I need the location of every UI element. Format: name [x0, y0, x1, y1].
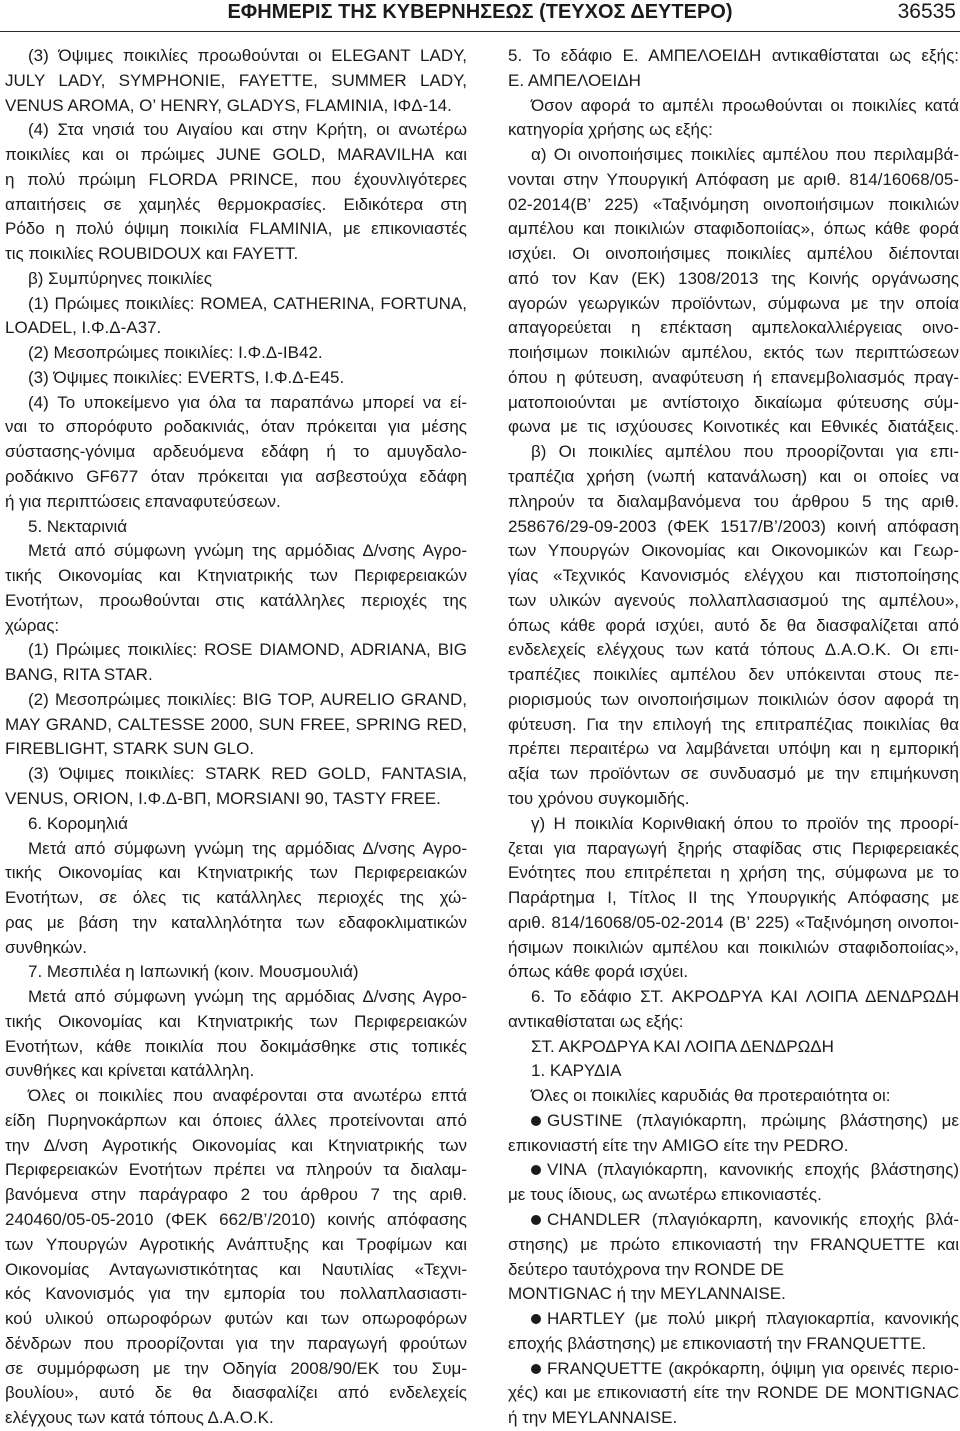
text-line: είδη Πυρηνοκάρπων και όποιες άλλες προτείνονται από [5, 1110, 467, 1130]
text-line: BANG, RITA STAR. [5, 665, 153, 685]
text-line: την Δ/νση Αγροτικής Οικονομίας και Κτηνιατρικής των [5, 1135, 467, 1155]
bullet-line [508, 1307, 959, 1332]
text-line: 02-2014(Β’ 225) «Ταξινόμηση οινοποιήσιμων ποικιλιών [508, 194, 959, 214]
text-line: GUSTINE (πλαγιόκαρπη, πρώιμης βλάστησης) με [547, 1110, 959, 1130]
text-line: Ενοτήτων, κάθε ποικιλία που δοκιμάσθηκε στις τοπικές [5, 1036, 467, 1056]
text-line: από τον Καν (ΕΚ) 1308/2013 της Κοινής οργάνωσης [508, 268, 959, 288]
text-line: Μετά από σύμφωνη γνώμη της αρμόδιας Δ/νσης Αγρο- [28, 541, 467, 561]
text-line: τις ποικιλίες ROUBIDOUX και FAYETT. [5, 244, 299, 264]
text-line: κατηγορία χρήσης ως εξής: [508, 120, 713, 140]
text-line: επικονιαστή είτε την AMIGO είτε την PEDRO. [508, 1135, 849, 1155]
text-line: ελέγχους των κατά τόπους Δ.Α.Ο.Κ. [5, 1408, 274, 1428]
text-line: κού υλικού οπωροφόρων φυτών και των οπωροφόρων [5, 1309, 467, 1329]
bullet-line [508, 1208, 959, 1233]
text-line: του χρόνου συγκομιδής. [508, 788, 690, 808]
text-line: κός Κανονισμός για την εμπορία του πολλαπλασιαστι- [5, 1284, 467, 1304]
text-line: αντικαθίσταται ως εξής: [508, 1011, 684, 1031]
text-line: συνθήκες και κρίνεται κατάλληλη. [5, 1061, 255, 1081]
text-line: 5. Το εδάφιο Ε. ΑΜΠΕΛΟΕΙΔΗ αντικαθίσταται ως εξής: [508, 46, 959, 65]
text-line: Μετά από σύμφωνη γνώμη της αρμόδιας Δ/νσης Αγρο- [28, 987, 467, 1007]
text-line: (1) Πρώιμες ποικιλίες: ROMEA, CATHERINA, FORTUNA, [28, 293, 467, 313]
text-line: απαιτήσεις σε χαμηλές θερμοκρασίες. Ειδικότερα στη [5, 194, 467, 214]
text-line: Οικονομίας Ανταγωνιστικότητας και Ναυτιλίας «Τεχνι- [5, 1259, 467, 1279]
text-line: ΣΤ. ΑΚΡΟΔΡΥΑ ΚΑΙ ΛΟΙΠΑ ΔΕΝΔΡΩΔΗ [531, 1036, 834, 1056]
text-line: χώρας: [5, 615, 60, 635]
text-line: χές) και με επικονιαστή είτε την RONDE DE MONTIGNAC [508, 1383, 959, 1403]
text-line: με τους ίδιους, ως ανωτέρω επικονιαστές. [508, 1185, 822, 1205]
text-line: 7. Μεσπιλέα η Ιαπωνική (κοιν. Μουσμουλιά) [28, 962, 359, 982]
text-line: όπου η φύτευση, αναφύτευση ή επανεμβολιασμός πραγ- [508, 367, 959, 387]
text-line: (4) Στα νησιά του Αιγαίου και στην Κρήτη, οι ανωτέρω [28, 120, 467, 140]
text-line: ήσιμων ποικιλιών αμπέλου και ποικιλιών σταφιδοποιίας», [508, 937, 959, 957]
text-line: ενδελεχείς ελέγχους των κατά τόπους Δ.Α.Ο.Κ. Οι επι- [508, 640, 959, 660]
text-line: MONTIGNAC ή την MEYLANNAISE. [508, 1284, 786, 1304]
text-line: πρέπει περαιτέρω να λαμβάνεται υπόψη και η εμπορική [508, 739, 959, 759]
text-line: 258676/29-09-2003 (ΦΕΚ 1517/Β’/2003) κοινή απόφαση [508, 516, 959, 536]
text-line: (2) Μεσοπρώιμες ποικιλίες: BIG TOP, AURELIO GRAND, [28, 689, 467, 709]
text-line: α) Οι οινοποιήσιμες ποικιλίες αμπέλου που περιλαμβά- [531, 145, 959, 165]
text-line: CHANDLER (πλαγιόκαρπη, κανονικής εποχής βλά- [547, 1209, 959, 1229]
text-line: Όλες οι ποικιλίες καρυδιάς θα προτεραιότητα οι: [531, 1086, 891, 1106]
text-line: η πολύ πρώιμη FLORDA PRINCE, που έχουνλιγότερες [5, 169, 467, 189]
text-line: 5. Νεκταρινιά [28, 516, 128, 536]
text-line: VINA (πλαγιόκαρπη, κανονικής εποχής βλάστησης) [547, 1160, 959, 1180]
text-line: τραπέζιες ποικιλίες αμπέλου δεν υπόκεινται στους πε- [508, 665, 959, 685]
text-line: συνθηκών. [5, 937, 87, 957]
text-line: ποικιλίες και οι πρώιμες JUNE GOLD, MARAVILHA και [5, 145, 467, 165]
text-line: β) Συμπύρηνες ποικιλίες [28, 268, 212, 288]
text-line: Περιφερειακών Ενοτήτων πρέπει να πληρούν τα διαλαμ- [5, 1160, 467, 1180]
text-line: 1. ΚΑΡΥΔΙΑ [531, 1061, 622, 1081]
text-line: γ) Η ποικιλία Κορινθιακή όπου το προϊόν της προορί- [531, 813, 959, 833]
text-line: ισχύει. Οι οινοποιήσιμες ποικιλίες αμπέλου διέπονται [508, 244, 959, 264]
text-line: (3) Όψιμες ποικιλίες: EVERTS, Ι.Φ.Δ-Ε45. [28, 367, 345, 387]
text-line: VENUS, ORION, Ι.Φ.Δ-ΒΠ, MORSIANI 90, TASTY FREE. [5, 788, 441, 808]
text-line: VENUS AROMA, O’ HENRY, GLADYS, FLAMINIA, ΙΦΔ-14. [5, 95, 452, 115]
text-line: ή για περιπτώσεις επαναφυτεύσεων. [5, 491, 281, 511]
text-line: νονται στην Υπουργική Απόφαση με αριθ. 814/16068/05- [508, 169, 959, 189]
bullet-line [508, 1357, 959, 1382]
text-line: απαγορεύεται η επέκταση αμπελοκαλλιέργειας οινο- [508, 318, 959, 338]
text-line: 240460/05-05-2010 (ΦΕΚ 662/Β’/2010) κοινής απόφασης [5, 1209, 467, 1229]
text-line: εποχής βλάστησης) με επικονιαστή την FRANQUETTE. [508, 1333, 927, 1353]
text-line: δεύτερο ταυτόχρονα την RONDE DE [508, 1259, 785, 1279]
text-line: των υλικών αγενούς πολλαπλασιασμού της αμπέλου», [508, 590, 959, 610]
text-line: JULY LADY, SYMPHONIE, FAYETTE, SUMMER LADY, [5, 70, 467, 90]
text-line: Όσον αφορά το αμπέλι προωθούνται οι ποικιλίες κατά [531, 95, 959, 115]
page-number: 36535 [897, 0, 956, 23]
text-line: βανόμενα στην παράγραφο 2 του άρθρου 7 της αριθ. [5, 1185, 467, 1205]
text-line: φύτευση. Για την επιλογή της επιτραπέζιας ποικιλίας θα [508, 714, 959, 734]
page-header-title: ΕΦΗΜΕΡΙΣ ΤΗΣ ΚΥΒΕΡΝΗΣΕΩΣ (ΤΕΥΧΟΣ ΔΕΥΤΕΡΟ) [227, 1, 733, 23]
text-line: FIREBLIGHT, STARK SUN GLO. [5, 739, 255, 759]
text-line: τραπέζια χρήση (νωπή κατανάλωση) και οι οποίες να [508, 467, 959, 487]
text-line: β) Οι ποικιλίες αμπέλου που προορίζονται για επι- [531, 442, 959, 462]
text-line: βουλίου», αυτό δε θα διασφαλίζει από ενδελεχείς [5, 1383, 467, 1403]
right-column [508, 44, 959, 1431]
text-line: πληρούν τα διαλαμβανόμενα του άρθρου 5 της αριθ. [508, 491, 959, 511]
text-line: Μετά από σύμφωνη γνώμη της αρμόδιας Δ/νσης Αγρο- [28, 838, 467, 858]
bullet-icon [531, 1314, 541, 1324]
text-line: Ε. ΑΜΠΕΛΟΕΙΔΗ [508, 70, 641, 90]
text-line: σύστασης-γόνιμα αρδευόμενα εδάφη ή το αμυγδαλο- [5, 442, 467, 462]
text-line: Παράρτημα Ι, Τίτλος ΙΙ της Υπουργικής Απόφασης με [508, 888, 959, 908]
text-line: δένδρων που προορίζονται για την παραγωγή φρούτων [5, 1333, 467, 1353]
text-line: τικής Οικονομίας και Κτηνιατρικής των Περιφερειακών [5, 566, 467, 586]
text-line: Ρόδο η πολύ όψιμη ποικιλία FLAMINIA, με επικονιαστές [5, 219, 467, 239]
text-line: Ενότητες που επιτρέπεται η χρήση της, σύμφωνα με το [508, 863, 959, 883]
text-line: Ενοτήτων, σε όλες τις κατάλληλες περιοχές της χώ- [5, 888, 467, 908]
text-line: τικής Οικονομίας και Κτηνιατρικής των Περιφερειακών [5, 863, 467, 883]
text-line: (3) Όψιμες ποικιλίες: STARK RED GOLD, FANTASIA, [28, 764, 467, 784]
text-line: όπως κάθε φορά ισχύει. [508, 962, 689, 982]
text-line: τικής Οικονομίας και Κτηνιατρικής των Περιφερειακών [5, 1011, 467, 1031]
bullet-icon [531, 1165, 541, 1175]
text-line: φωνα με τις ισχύουσες Κοινοτικές και Εθνικές διατάξεις. [508, 417, 959, 437]
text-line: (1) Πρώιμες ποικιλίες: ROSE DIAMOND, ADRIANA, BIG [28, 640, 467, 660]
text-line: γίας «Τεχνικός Κανονισμός ελέγχου και πιστοποίησης [508, 566, 959, 586]
bullet-icon [531, 1116, 541, 1126]
text-line: ή την MEYLANNAISE. [508, 1408, 678, 1428]
text-line: αγορών γεωργικών προϊόντων, σύμφωνα με την οποία [508, 293, 959, 313]
text-line: (2) Μεσοπρώιμες ποικιλίες: Ι.Φ.Δ-ΙΒ42. [28, 343, 323, 363]
text-line: αριθ. 814/16068/05-02-2014 (Β’ 225) «Ταξινόμηση οινοποι- [508, 912, 959, 932]
text-line: LOADEL, Ι.Φ.Δ-Α37. [5, 318, 162, 338]
text-line: MAY GRAND, CALTESSE 2000, SUN FREE, SPRING RED, [5, 714, 467, 734]
text-line: Ενοτήτων, προωθούνται στις κατάλληλες περιοχές της [5, 590, 467, 610]
bullet-line [508, 1109, 959, 1134]
bullet-icon [531, 1364, 541, 1374]
text-line: αξία των προϊόντων σε συνδυασμό με την επιμήκυνση [508, 764, 959, 784]
text-line: στησης) με πρώτο επικονιαστή την FRANQUETTE και [508, 1234, 959, 1254]
left-column [5, 44, 467, 1431]
text-line: ρας με βάση την καταλληλότητα των εδαφοκλιματικών [5, 912, 467, 932]
text-line: όπως κάθε φορά ισχύει, αυτό δε θα διασφαλίζεται από [508, 615, 959, 635]
bullet-line [508, 1158, 959, 1183]
text-line: (3) Όψιμες ποικιλίες προωθούνται οι ELEGANT LADY, [28, 46, 467, 65]
text-line: ριορισμούς των οινοποιήσιμων ποικιλιών όσον αφορά τη [508, 689, 959, 709]
text-line: σε συμμόρφωση με την Οδηγία 2008/90/ΕΚ του Συμ- [5, 1358, 467, 1378]
text-line: ναι το σπορόφυτο ροδακινιάς, όταν πρόκειται για μέσης [5, 417, 467, 437]
text-line: των Υπουργών Αγροτικής Ανάπτυξης και Τροφίμων και [5, 1234, 467, 1254]
text-line: αμπέλου και ποικιλιών σταφιδοποιίας», όπως κάθε φορά [508, 219, 959, 239]
bullet-icon [531, 1215, 541, 1225]
text-line: 6. Το εδάφιο ΣΤ. ΑΚΡΟΔΡΥΑ ΚΑΙ ΛΟΙΠΑ ΔΕΝΔΡΩΔΗ [531, 987, 959, 1007]
text-line: HARTLEY (με πολύ μικρή πλαγιοκαρπία, κανονικής [547, 1309, 959, 1329]
text-line: ματοποιούνται με αντίστοιχο δικαίωμα φύτευσης σύμ- [508, 392, 959, 412]
header-rule [0, 31, 960, 32]
text-line: 6. Κορομηλιά [28, 813, 128, 833]
text-line: των Υπουργών Οικονομίας και Οικονομικών και Γεωρ- [508, 541, 959, 561]
text-line: (4) Το υποκείμενο για όλα τα παραπάνω μπορεί να εί- [28, 392, 467, 412]
text-line: ποιήσιμων ποικιλιών αμπέλου, εκτός των περιπτώσεων [508, 343, 959, 363]
text-line: Όλες οι ποικιλίες που αναφέρονται στα ανωτέρω επτά [28, 1086, 467, 1106]
text-line: ζεται για παραγωγή ξηρής σταφίδας στις Περιφερειακές [508, 838, 959, 858]
text-line: FRANQUETTE (ακρόκαρπη, όψιμη για ορεινές περιο- [547, 1358, 959, 1378]
text-line: ροδάκινο GF677 όταν πρόκειται για ασβεστούχα εδάφη [5, 467, 467, 487]
